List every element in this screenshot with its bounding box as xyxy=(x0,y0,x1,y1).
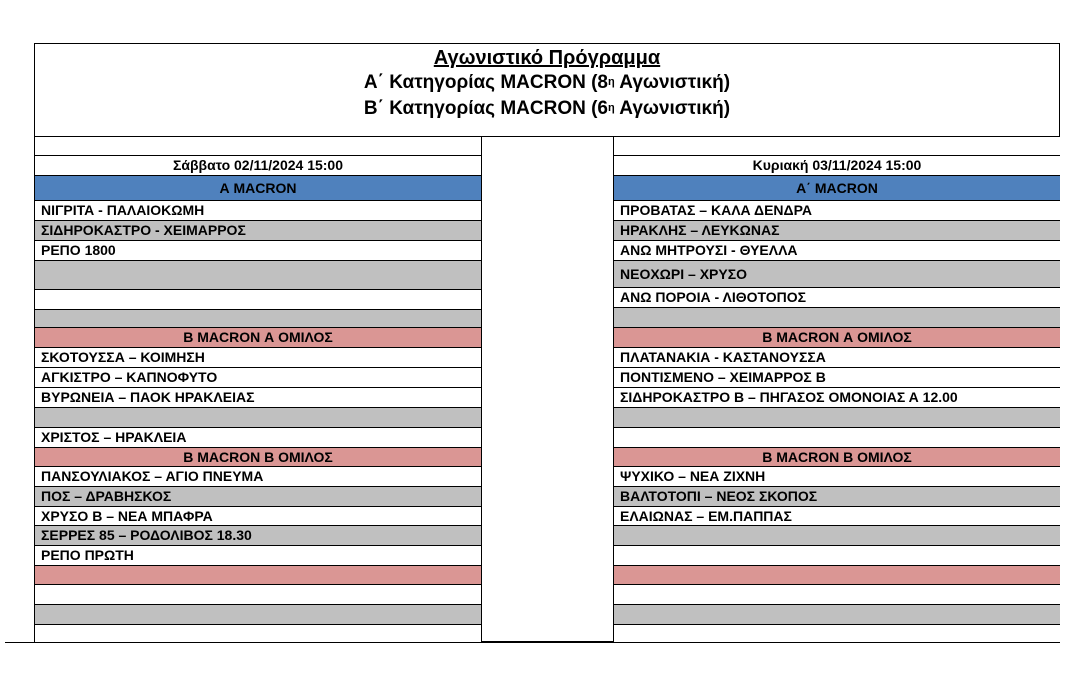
fixture-row xyxy=(614,388,1060,408)
fixture-row xyxy=(35,290,481,310)
fixture-row xyxy=(614,487,1060,507)
fixture-row xyxy=(35,546,481,566)
fixture-text: ΠΟΝΤΙΣΜΕΝΟ – ΧΕΙΜΑΡΡΟΣ Β xyxy=(620,369,826,385)
subtitle-b-category: Β΄ Κατηγορίας MACRON ($6^\eta$ Αγωνιστική) xyxy=(363,98,731,119)
match-date: Κυριακή 03/11/2024 15:00 xyxy=(614,156,1060,176)
fixture-row xyxy=(614,201,1060,221)
fixture-row xyxy=(35,507,481,526)
page-title: Αγωνιστικό Πρόγραμμα xyxy=(433,47,661,69)
league-group-header xyxy=(35,448,481,467)
fixture-text: ΡΕΠΟ 1800 xyxy=(41,242,116,258)
fixture-row xyxy=(614,585,1060,605)
fixture-row xyxy=(614,368,1060,388)
fixture-text: ΝΙΓΡΙΤΑ - ΠΑΛΑΙΟΚΩΜΗ xyxy=(41,202,205,218)
page-baseline-rule xyxy=(5,642,1060,643)
fixture-text: ΕΛΑΙΩΝΑΣ – ΕΜ.ΠΑΠΠΑΣ xyxy=(620,508,792,524)
fixture-row xyxy=(614,605,1060,625)
fixture-row xyxy=(614,546,1060,566)
league-group-header xyxy=(35,176,481,201)
group-title: Α΄ MACRON xyxy=(796,180,878,196)
fixture-row xyxy=(35,625,481,643)
fixture-text: ΧΡΙΣΤΟΣ – ΗΡΑΚΛΕΙΑ xyxy=(41,429,187,445)
league-group-header xyxy=(614,566,1060,585)
fixture-text: ΗΡΑΚΛΗΣ – ΛΕΥΚΩΝΑΣ xyxy=(620,222,780,238)
fixture-row xyxy=(614,408,1060,428)
fixture-text: ΡΕΠΟ ΠΡΩΤΗ xyxy=(41,547,134,563)
spacer-row xyxy=(614,137,1060,156)
fixture-row xyxy=(614,308,1060,328)
fixture-row xyxy=(614,241,1060,261)
column-separator xyxy=(481,137,614,642)
league-group-header xyxy=(35,566,481,585)
subtitle-a-category: Α΄ Κατηγορίας MACRON ($8^\eta$ Αγωνιστική) xyxy=(363,72,731,93)
fixture-text: ΑΝΩ ΜΗΤΡΟΥΣΙ - ΘΥΕΛΛΑ xyxy=(620,242,798,258)
fixture-row xyxy=(35,388,481,408)
group-title: Β MACRON Α ΟΜΙΛΟΣ xyxy=(183,329,333,345)
fixture-row xyxy=(35,221,481,241)
fixture-row xyxy=(614,288,1060,308)
fixture-text: ΨΥΧΙΚΟ – ΝΕΑ ΖΙΧΝΗ xyxy=(620,468,766,484)
fixture-row xyxy=(35,261,481,290)
fixture-row xyxy=(614,221,1060,241)
fixture-row xyxy=(35,408,481,428)
fixture-text: ΠΟΣ – ΔΡΑΒΗΣΚΟΣ xyxy=(41,488,172,504)
fixture-row xyxy=(35,368,481,388)
fixture-row xyxy=(35,585,481,605)
fixture-row xyxy=(35,428,481,448)
fixture-text: ΑΝΩ ΠΟΡΟΙΑ - ΛΙΘΟΤΟΠΟΣ xyxy=(620,289,807,305)
fixture-row xyxy=(35,526,481,546)
group-title: Α MACRON xyxy=(219,180,297,196)
fixture-row xyxy=(614,348,1060,368)
fixture-text: ΣΚΟΤΟΥΣΣΑ – ΚΟΙΜΗΣΗ xyxy=(41,349,205,365)
fixture-row xyxy=(35,310,481,328)
group-title: Β MACRON Β ΟΜΙΛΟΣ xyxy=(183,449,333,465)
league-group-header xyxy=(35,328,481,348)
fixture-row xyxy=(614,507,1060,526)
group-title: Β MACRON Β ΟΜΙΛΟΣ xyxy=(762,449,912,465)
fixture-row xyxy=(614,428,1060,448)
fixture-row xyxy=(35,467,481,487)
fixture-text: ΒΑΛΤΟΤΟΠΙ – ΝΕΟΣ ΣΚΟΠΟΣ xyxy=(620,488,818,504)
schedule-table xyxy=(34,43,1060,642)
fixture-text: ΣΙΔΗΡΟΚΑΣΤΡΟ Β – ΠΗΓΑΣΟΣ ΟΜΟΝΟΙΑΣ Α 12.00 xyxy=(620,389,958,405)
fixture-row xyxy=(614,467,1060,487)
fixture-text: ΧΡΥΣΟ Β – ΝΕΑ ΜΠΑΦΡΑ xyxy=(41,508,213,524)
fixture-row xyxy=(35,201,481,221)
schedule-header xyxy=(35,44,1059,137)
fixture-row xyxy=(35,241,481,261)
fixture-text: ΠΡΟΒΑΤΑΣ – ΚΑΛΑ ΔΕΝΔΡΑ xyxy=(620,202,813,218)
fixture-text: ΠΑΝΣΟΥΛΙΑΚΟΣ – ΑΓΙΟ ΠΝΕΥΜΑ xyxy=(41,468,264,484)
league-group-header xyxy=(614,448,1060,467)
fixture-text: ΝΕΟΧΩΡΙ – ΧΡΥΣΟ xyxy=(620,266,747,282)
spacer-row xyxy=(35,137,481,156)
match-date: Σάββατο 02/11/2024 15:00 xyxy=(35,156,481,176)
fixture-row xyxy=(35,487,481,507)
fixture-text: ΠΛΑΤΑΝΑΚΙΑ - ΚΑΣΤΑΝΟΥΣΣΑ xyxy=(620,349,826,365)
fixture-text: ΑΓΚΙΣΤΡΟ – ΚΑΠΝΟΦΥΤΟ xyxy=(41,369,218,385)
fixture-row xyxy=(35,605,481,625)
league-group-header xyxy=(614,176,1060,201)
fixture-row xyxy=(614,261,1060,288)
fixture-row xyxy=(35,348,481,368)
fixture-text: ΣΕΡΡΕΣ 85 – ΡΟΔΟΛΙΒΟΣ 18.30 xyxy=(41,527,252,543)
fixture-text: ΣΙΔΗΡΟΚΑΣΤΡΟ - ΧΕΙΜΑΡΡΟΣ xyxy=(41,222,246,238)
group-title: Β MACRON Α ΟΜΙΛΟΣ xyxy=(762,329,912,345)
fixture-row xyxy=(614,526,1060,546)
fixture-text: ΒΥΡΩΝΕΙΑ – ΠΑΟΚ ΗΡΑΚΛΕΙΑΣ xyxy=(41,389,255,405)
league-group-header xyxy=(614,328,1060,348)
fixture-row xyxy=(614,625,1060,643)
